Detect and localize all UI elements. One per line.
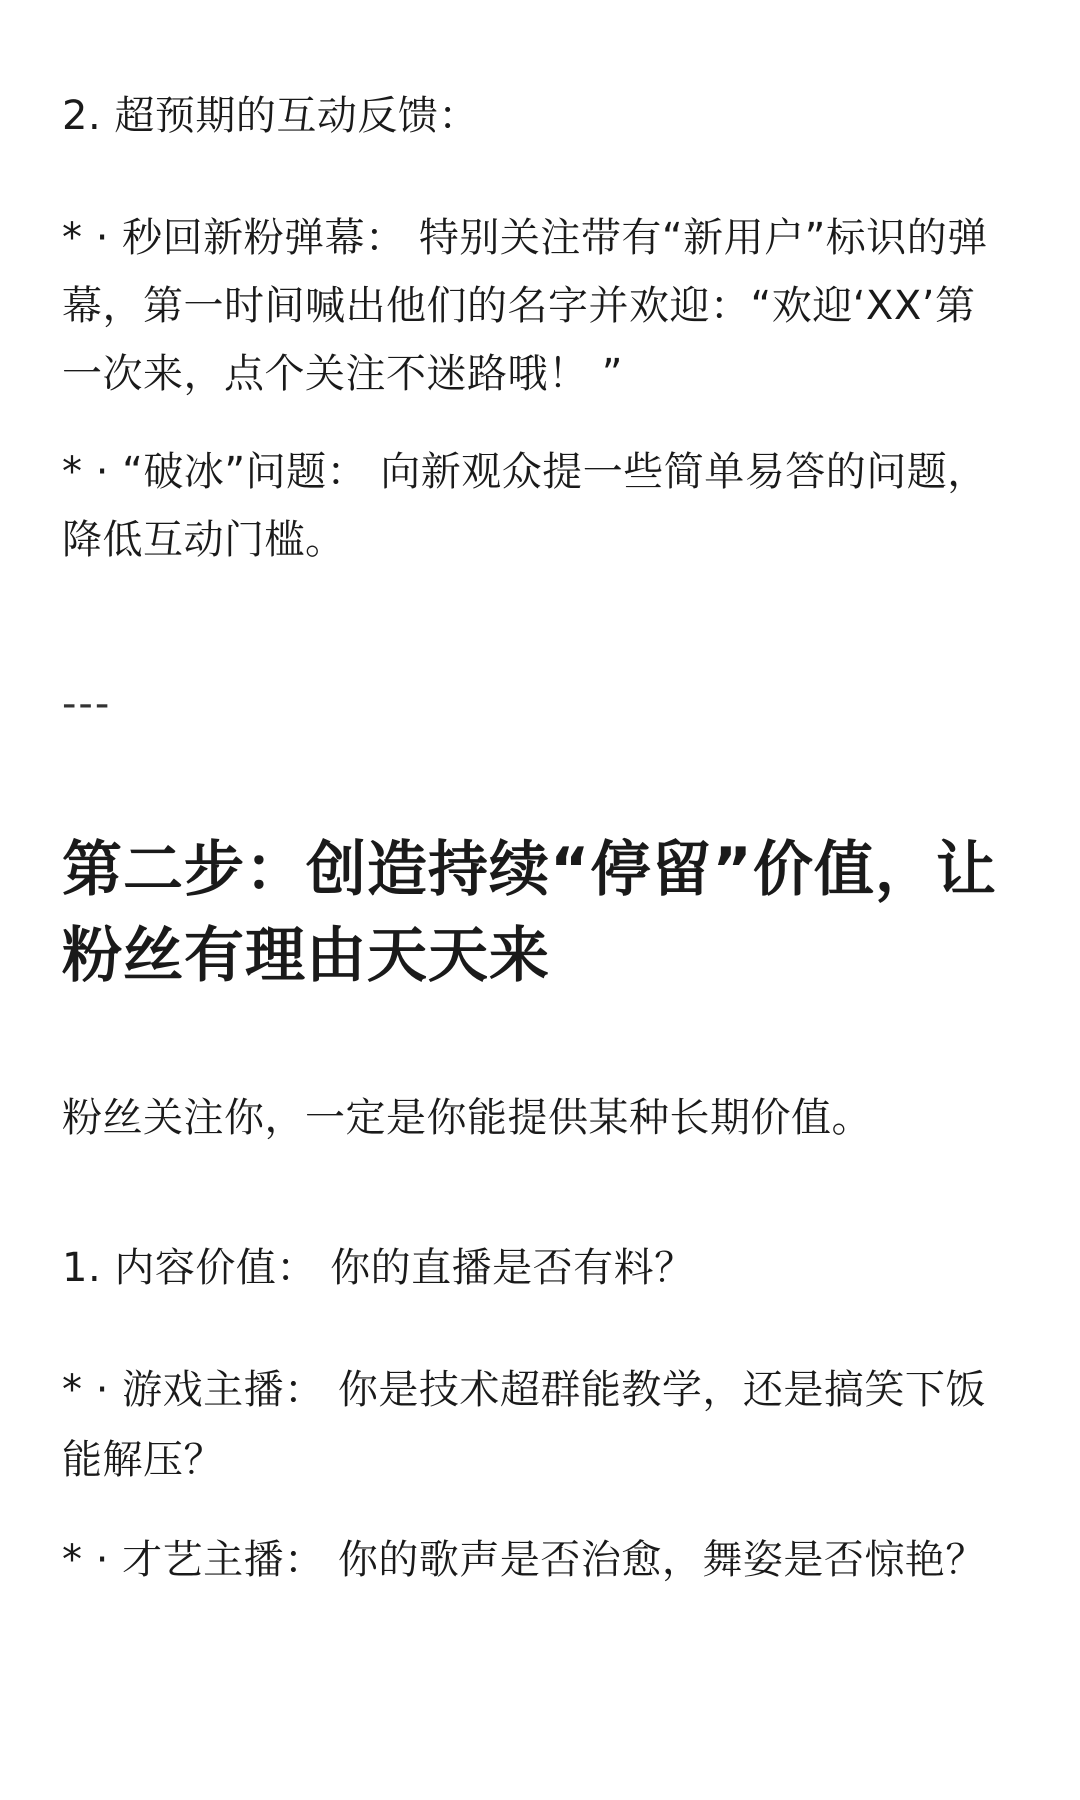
step2-heading-line2: 粉丝有理由天天来: [62, 921, 550, 991]
content-value-title: 1. 内容价值： 你的直播是否有料？: [62, 1245, 695, 1291]
feedback-title: 2. 超预期的互动反馈：: [62, 93, 479, 139]
content-bullet1-line1: * · 游戏主播： 你是技术超群能教学，还是搞笑下饭: [62, 1367, 986, 1413]
feedback-bullet1-line3: 一次来，点个关注不迷路哦！ ”: [62, 351, 623, 397]
feedback-bullet2-line2: 降低互动门槛。: [62, 517, 346, 563]
section-divider: ---: [62, 681, 112, 727]
step2-heading-line1: 第二步：创造持续“停留”价值，让: [62, 835, 997, 905]
feedback-bullet1-line1: * · 秒回新粉弹幕： 特别关注带有“新用户”标识的弹: [62, 215, 988, 261]
step2-intro: 粉丝关注你，一定是你能提供某种长期价值。: [62, 1095, 872, 1141]
feedback-bullet1-line2: 幕，第一时间喊出他们的名字并欢迎：“欢迎‘XX’第: [62, 283, 976, 329]
content-bullet1-line2: 能解压？: [62, 1437, 224, 1483]
content-bullet2-line1: * · 才艺主播： 你的歌声是否治愈，舞姿是否惊艳？: [62, 1537, 986, 1583]
feedback-bullet2-line1: * · “破冰”问题： 向新观众提一些简单易答的问题，: [62, 449, 988, 495]
